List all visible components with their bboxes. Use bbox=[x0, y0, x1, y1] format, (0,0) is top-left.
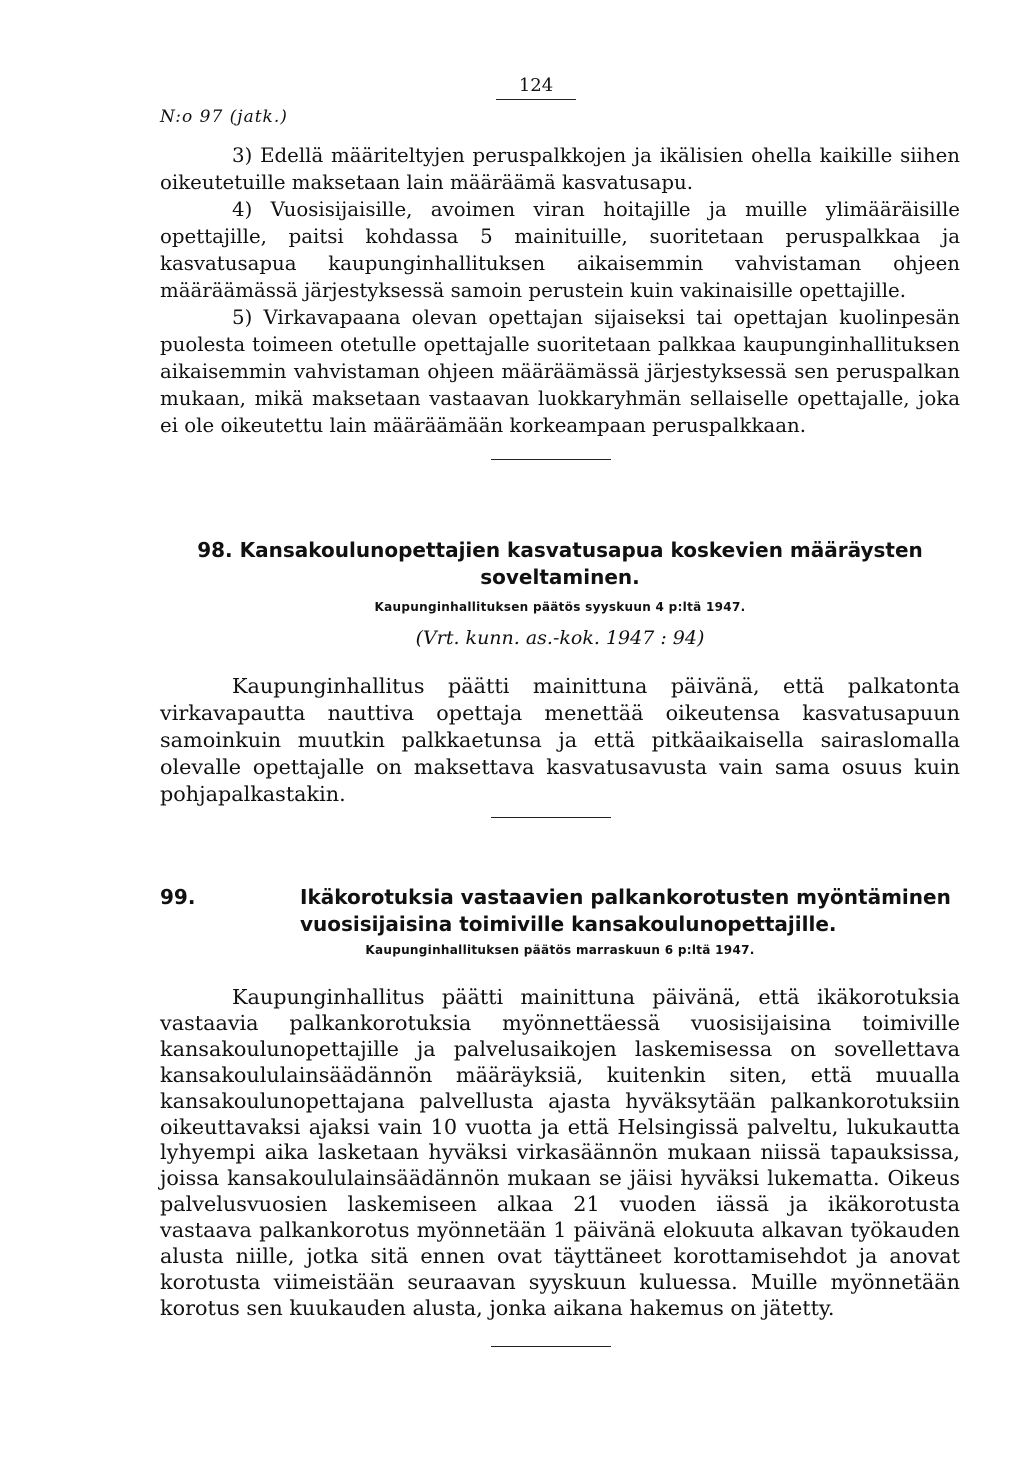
paragraph: 3) Edellä määriteltyjen peruspalkkojen ja ikälisien ohella kaikille siihen oikeutetuille maksetaan lain määräämä kasvatusapu. bbox=[160, 144, 960, 194]
paragraph: 5) Virkavapaana olevan opettajan sijaiseksi tai opettajan kuolinpesän puolesta toimeen otetulle opettajalle suoritetaan palkkaa kaupunginhallituksen aikaisemmin vahvistaman ohjeen määräämässä järjestyksessä sen peruspalkan mukaan, mikä maksetaan vastaavan luokkaryhmän sellaiselle opettajalle, joka ei ole oikeutettu lain määräämään korkeampaan peruspalkkaan. bbox=[160, 306, 960, 437]
section-number: 98. bbox=[197, 538, 233, 562]
paragraph: Kaupunginhallitus päätti mainittuna päivänä, että palkatonta virkavapautta nauttiva opettaja menettää oikeutensa kasvatusapuun samoinkuin muutkin palkkaetunsa ja että pitkäaikaisella sairaslomalla olevalle opettajalle on maksettava kasvatusavusta vain sama osuus kuin pohjapalkastakin. bbox=[160, 674, 960, 806]
page-number: 124 bbox=[518, 75, 554, 96]
section-98-body bbox=[160, 673, 960, 808]
section-divider bbox=[491, 459, 611, 460]
page-number-rule bbox=[496, 99, 576, 100]
section-number: 99. bbox=[160, 885, 196, 909]
section-title-line-1: Kansakoulunopettajien kasvatusapua koskevien määräysten bbox=[239, 538, 923, 562]
decision-line: Kaupunginhallituksen päätös syyskuun 4 p:ltä 1947. bbox=[374, 600, 746, 614]
section-97-continuation bbox=[160, 142, 960, 439]
section-divider bbox=[491, 1346, 611, 1347]
paragraph: Kaupunginhallitus päätti mainittuna päivänä, että ikäkorotuksia vastaavia palkankorotuksia myönnettäessä vuosisijaisina toimiville kansakoulunopettajille ja palvelusaikojen laskemisessa on sovellettava kansakoululainsäädännön määräyksiä, kuitenkin siten, että muualla kansakoulunopettajana palvellusta ajasta hyväksytään palkankorotuksiin oikeuttavaksi ajaksi vain 10 vuotta ja että Helsingissä palveltu, lukukautta lyhyempi aika lasketaan hyväksi virkasäännön mukaan niissä tapauksissa, joissa kansakoululainsäädännön mukaan se jäisi hyväksi lukematta. Oikeus palvelusvuosien laskemiseen alkaa 21 vuoden iässä ja ikäkorotusta vastaava palkankorotus myönnetään 1 päivänä elokuuta alkavan työkauden alusta niille, jotka sitä ennen ovat täyttäneet korottamisehdot ja anovat korotusta viimeistään seuraavan syyskuun kuluessa. Muille myönnetään korotus sen kuukauden alusta, jonka aikana hakemus on jätetty. bbox=[160, 985, 960, 1320]
section-title: Ikäkorotuksia vastaavien palkankorotusten myöntäminen vuosisijaisina toimiville kansakoulunopettajille. bbox=[300, 885, 951, 936]
section-98-heading bbox=[160, 537, 960, 591]
running-head: N:o 97 (jatk.) bbox=[160, 107, 288, 127]
decision-line: Kaupunginhallituksen päätös marraskuun 6 p:ltä 1947. bbox=[365, 943, 755, 957]
reference-line: (Vrt. kunn. as.-kok. 1947 : 94) bbox=[415, 627, 705, 649]
section-title-line-2: soveltaminen. bbox=[480, 565, 640, 589]
section-99-body bbox=[160, 985, 960, 1322]
paragraph: 4) Vuosisijaisille, avoimen viran hoitajille ja muille ylimääräisille opettajille, paitsi kohdassa 5 mainituille, suoritetaan peruspalkkaa ja kasvatusapua kaupunginhallituksen aikaisemmin vahvistaman ohjeen määräämässä järjestyksessä samoin perustein kuin vakinaisille opettajille. bbox=[160, 198, 960, 302]
section-divider bbox=[491, 817, 611, 818]
page-header bbox=[160, 75, 960, 135]
